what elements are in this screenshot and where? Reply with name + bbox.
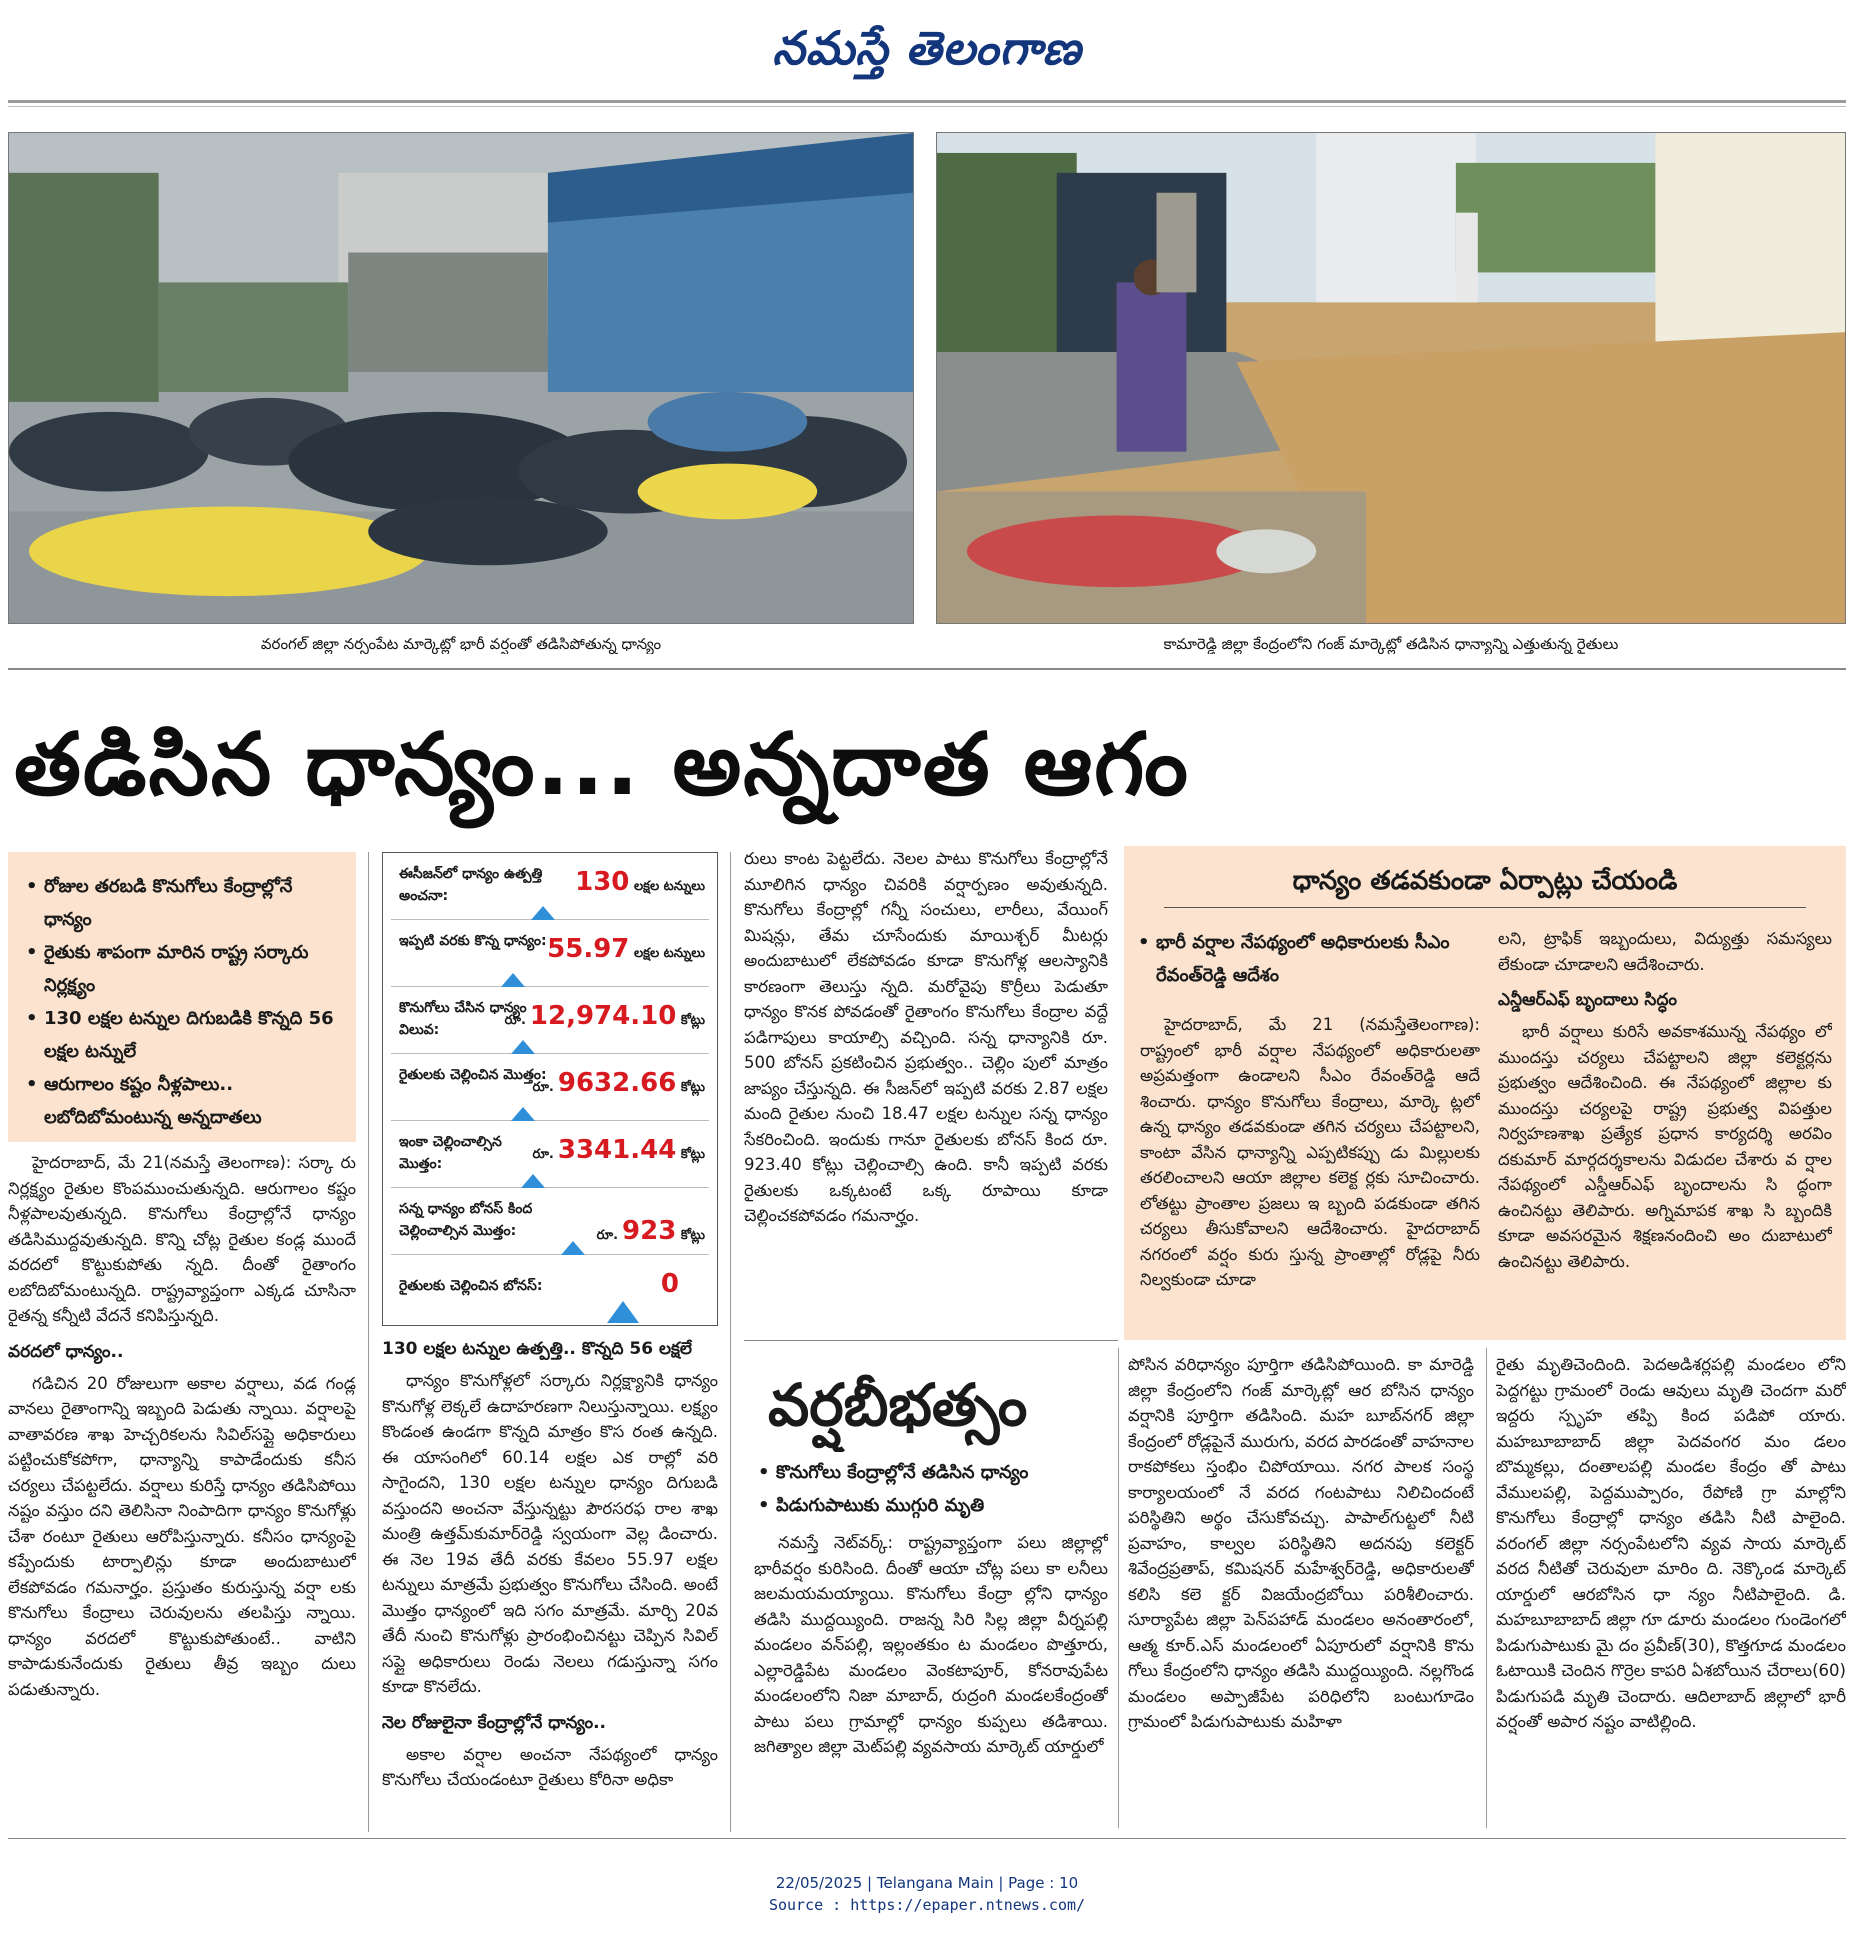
newspaper-logo: నమస్తే తెలంగాణ [772, 21, 1082, 75]
column-rule [1118, 1348, 1119, 1828]
rain-bullet: • కొనుగోలు కేంద్రాల్లోనే తడిసిన ధాన్యం [754, 1456, 1108, 1489]
stat-label: ఈసీజన్‌లో ధాన్యం ఉత్పత్తి అంచనా: [399, 866, 543, 904]
photo-warangal-market [8, 132, 914, 624]
rain-story-column-1 [754, 1530, 1108, 1824]
photo-caption: కామారెడ్డి జిల్లా కేంద్రంలోని గంజ్ మార్కెట్లో తడిసిన ధాన్యాన్ని ఎత్తుతున్న రైతులు [1163, 635, 1619, 653]
triangle-icon [511, 1107, 535, 1121]
statistics-box [382, 852, 718, 1326]
highlight-item: • ఆరుగాలం కష్టం నీళ్లపాలు.. లబోదిబోమంటున్న అన్నదాతలు [22, 1068, 344, 1134]
rain-story-column-2 [1128, 1352, 1474, 1826]
rain-story-column-3 [1496, 1352, 1846, 1826]
article-paragraph: ధాన్యం కొనుగోళ్లలో సర్కారు నిర్లక్ష్యానికి ధాన్యం కొనుగోళ్ల లెక్కలే ఉదాహరణగా నిలుస్తున్నాయి. లక్ష్యం కొండంత ఉండగా కొన్నది మాత్రం కొస రంత ఉన్నది. ఈ యాసంగిలో 60.14 లక్షల ఎక రాల్లో వరి సాగైందని, 130 లక్షల టన్నుల ధాన్యం దిగుబడి వస్తుందని అంచనా వేస్తున్నట్టు పౌరసరఫ రాల శాఖ మంత్రి ఉత్తమ్‌కుమార్‌రెడ్డి స్వయంగా వెల్ల డించారు. ఈ నెల 19వ తేదీ వరకు కేవలం 55.97 లక్షల టన్నులు మాత్రమే ప్రభుత్వం కొనుగోలు చేసింది. అంటే మొత్తం ధాన్యంలో ఇది సగం మాత్రమే. మార్చి 20వ తేదీ నుంచి కొనుగోళ్లు ప్రారంభించినట్టు చెప్పిన సివిల్ సప్లై అధికారులు రెండు నెలలు గడుస్తున్నా సగం కూడా కొనలేదు. [382, 1371, 718, 1696]
stat-value: 130 లక్షల టన్నులు [575, 867, 705, 897]
stat-value: రూ. 3341.44 కోట్లు [532, 1135, 705, 1165]
stat-value: 55.97 లక్షల టన్నులు [547, 934, 705, 964]
panel-paragraph: లని, ట్రాఫిక్ ఇబ్బందులు, విద్యుత్తు సమస్యలు లేకుండా చూడాలని ఆదేశించారు. [1498, 929, 1832, 974]
article-paragraph: గడిచిన 20 రోజులుగా అకాల వర్షాలు, వడ గండ్ల వానలు రైతాంగాన్ని ఇబ్బంది పెడుతు న్నాయి. వర్షాలపై వాతావరణ శాఖ హెచ్చరికలను సివిల్‌సప్లై అధికారులు పట్టించుకోకపోగా, ధాన్యాన్ని కాపాడేందుకు కనీస చర్యలు చేపట్టలేదు. వర్షాలు కురిస్తే ధాన్యం తడిసిపోయి నష్టం వస్తుం దని తెలిసినా నింపాదిగా ధాన్యం కొనుగోళ్లు చేశా రంటూ రైతులు ఆరోపిస్తున్నారు. కనీసం ధాన్యంపై కప్పేందుకు టార్పాలిన్లు కూడా అందుబాటులో లేకపోవడం గమనార్హం. ప్రస్తుతం కురుస్తున్న వర్షా లకు కొనుగోలు కేంద్రాలు చెరువులను తలపిస్తు న్నాయి. ధాన్యం వరదలో కొట్టుకుపోతుంటే.. వాటిని కాపాడుకునేందుకు రైతులు తీవ్ర ఇబ్బం దులు పడుతున్నారు. [8, 1373, 356, 1699]
column-rule [730, 852, 731, 1832]
article-column-2 [382, 1334, 718, 1824]
photo-caption: వరంగల్ జిల్లా నర్సంపేట మార్కెట్లో భారీ వర్షంతో తడిసిపోతున్న ధాన్యం [260, 635, 662, 653]
stat-row [391, 920, 709, 987]
article-paragraph: హైదరాబాద్, మే 21(నమస్తే తెలంగాణ): సర్కా రు నిర్లక్ష్యం రైతుల కొంపముంచుతున్నది. ఆరుగాలం కష్టం నీళ్లపాలవుతున్నది. కొనుగోలు కేంద్రాల్లోనే ధాన్యం తడిసిముద్దవుతున్నది. కొన్ని చోట్ల రైతుల కండ్ల ముందే వరదలో కొట్టుకుపోతు న్నది. దీంతో రైతాంగం లబోదిబోమంటున్నది. రాష్ట్రవ్యాప్తంగా ఎక్కడ చూసినా రైతన్న కన్నీటి వేదనే కనిపిస్తున్నది. [8, 1153, 356, 1325]
article-subhead: నెల రోజులైనా కేంద్రాల్లోనే ధాన్యం.. [382, 1712, 607, 1733]
highlight-item: • 130 లక్షల టన్నుల దిగుబడికి కొన్నది 56 లక్షల టన్నులే [22, 1002, 344, 1068]
triangle-icon [607, 1301, 639, 1323]
article-column-3 [744, 846, 1108, 1326]
highlights-box [8, 852, 356, 1142]
stat-label: ఇప్పటి వరకు కొన్న ధాన్యం: [399, 933, 547, 949]
stat-label: రైతులకు చెల్లించిన మొత్తం: [399, 1067, 547, 1083]
article-paragraph: రులు కాంట పెట్టలేదు. నెలల పాటు కొనుగోలు కేంద్రాల్లోనే మూలిగిన ధాన్యం చివరికి వర్షార్పణం అవుతున్నది. కొనుగోలు కేంద్రాల్లో గన్నీ సంచులు, లారీలు, వేయింగ్ మిషన్లు, తేమ చూసేందుకు మాయిశ్చర్ మీటర్లు అందుబాటులో లేకపోవడం కూడా కొనుగోళ్ల ఆలస్యానికి కారణంగా తెలుస్తు న్నది. మరోవైపు కొర్రీలు పెడుతూ ధాన్యం కొనక పోవడంతో రైతాంగం కొనుగోలు కేంద్రాల వద్దే పడిగాపులు కాయాల్సి వచ్చింది. సన్న ధాన్యానికి రూ. 500 బోనస్ ప్రకటించిన ప్రభుత్వం.. చెల్లిం పులో మాత్రం జాప్యం చేస్తున్నది. ఈ సీజన్‌లో ఇప్పటి వరకు 2.87 లక్షల మంది రైతుల నుంచి 18.47 లక్షల టన్నుల సన్న ధాన్యం సేకరించింది. ఇందుకు గానూ రైతులకు బోనస్ కింద రూ. 923.40 కోట్లు చెల్లించాల్సి ఉంది. కానీ ఇప్పటి వరకు రైతులకు ఒక్కటంటే ఒక్క రూపాయి కూడా చెల్లించకపోవడం గమనార్హం. [744, 849, 1108, 1225]
panel-column-1 [1140, 1012, 1480, 1332]
rain-bullet: • పిడుగుపాటుకు ముగ్గురి మృతి [754, 1489, 1108, 1522]
panel-paragraph: భారీ వర్షాలు కురిసే అవకాశమున్న నేపథ్యం లో ముందస్తు చర్యలు చేపట్టాలని జిల్లా కలెక్టర్లను ప్రభుత్వం ఆదేశించింది. ఈ నేపథ్యంలో జిల్లాల కు ముందస్తు చర్యలపై రాష్ట్ర ప్రభుత్వ విపత్తుల నిర్వహణశాఖ ప్రత్యేక ప్రధాన కార్యదర్శి అరవిం దకుమార్ మార్గదర్శకాలను విడుదల చేశారు వ ర్షాల నేపథ్యంలో ఎస్డీఆర్‌ఎఫ్ బృందాలను సి ద్ధంగా ఉంచినట్టు తెలిపారు. అగ్నిమాపక శాఖ సి బ్బందికి కూడా అవసరమైన శిక్షణనందించి అం దుబాటులో ఉంచినట్టు తెలిపారు. [1498, 1022, 1832, 1271]
stat-row [391, 1188, 709, 1255]
main-headline: తడిసిన ధాన్యం... అన్నదాత ఆగం [14, 715, 1190, 815]
triangle-icon [521, 1174, 545, 1188]
triangle-icon [561, 1241, 585, 1255]
masthead-rule-thin [8, 106, 1846, 107]
footer-source-link[interactable]: Source : https://epaper.ntnews.com/ [768, 1896, 1086, 1914]
highlight-item: • రైతుకు శాపంగా మారిన రాష్ట్ర సర్కారు నిర్లక్ష్యం [22, 936, 344, 1002]
photo-kamareddy-market [936, 132, 1846, 624]
triangle-icon [531, 906, 555, 920]
stat-label: రైతులకు చెల్లించిన బోనస్: [399, 1278, 543, 1294]
panel-title: ధాన్యం తడవకుండా ఏర్పాట్లు చేయండి [1144, 860, 1826, 902]
stat-label: ఇంకా చెల్లించాల్సిన మొత్తం: [399, 1134, 502, 1172]
article-subhead: 130 లక్షల టన్నుల ఉత్పత్తి.. కొన్నది 56 లక్షలే [382, 1339, 692, 1359]
rain-story-bullets [754, 1456, 1108, 1522]
section-rule [744, 1340, 1118, 1341]
triangle-icon [501, 973, 525, 987]
article-column-1 [8, 1150, 356, 1820]
stat-value: రూ. 923 కోట్లు [596, 1216, 705, 1246]
panel-bullets [1134, 926, 1480, 992]
stat-value: 0 [660, 1269, 679, 1299]
stat-row [391, 1121, 709, 1188]
stat-value: రూ. 12,974.10 కోట్లు [504, 1001, 705, 1031]
panel-paragraph: హైదరాబాద్, మే 21 (నమస్తేతెలంగాణ): రాష్ట్రంలో భారీ వర్షాల నేపథ్యంలో అధికారులతా అప్రమత్తంగా ఉండాలని సీఎం రేవంత్‌రెడ్డి ఆదే శించారు. ధాన్యం కొనుగోలు కేంద్రాలు, మార్కె ట్లలో ఉన్న ధాన్యం తడవకుండా తగిన చర్యలు చేపట్టాలని, కాంటా వేసిన ధాన్యాన్ని ఎప్పటికప్పు డు మిల్లులకు తరలించాలని ఆయా జిల్లాల కలెక్ట ర్లకు సూచించారు. లోతట్టు ప్రాంతాల ప్రజలు ఇ బ్బంది పడకుండా తగిన చర్యలు తీసుకోవాలని ఆదేశించారు. హైదరాబాద్ నగరంలో వర్షం కురు స్తున్న ప్రాంతాల్లో రోడ్లపై నీరు నిల్వకుండా చూడా [1140, 1015, 1480, 1289]
footer-edition: 22/05/2025 | Telangana Main | Page : 10 [775, 1874, 1079, 1892]
panel-bullet: • భారీ వర్షాల నేపథ్యంలో అధికారులకు సీఎం రేవంత్‌రెడ్డి ఆదేశం [1134, 926, 1480, 992]
stat-label: సన్న ధాన్యం బోనస్ కింద చెల్లించాల్సిన మొత్తం: [399, 1201, 533, 1239]
column-rule [1486, 1348, 1487, 1828]
stat-row [391, 1255, 709, 1322]
rain-paragraph: పోసిన వరిధాన్యం పూర్తిగా తడిసిపోయింది. కా మారెడ్డి జిల్లా కేంద్రంలోని గంజ్ మార్కెట్లో ఆర బోసిన ధాన్యం వర్షానికి పూర్తిగా తడిసింది. మహ బూబ్‌నగర్ జిల్లా కేంద్రంలో రోడ్లపైనే మురుగు, వరద పారడంతో వాహనాల రాకపోకలు స్తంభిం చిపోయాయి. నగర పాలక సంస్థ కార్యాలయంలో నే వరద గంటపాటు నిలిచిందంటే పరిస్థితిని అర్థం చేసుకోవచ్చు. పాపాల్‌గుట్టలో నీటి ప్రవాహం, కాల్వల పరిస్థితిని అదనపు కలెక్టర్ శివేంద్రప్రతాప్, కమిషనర్ మహేశ్వర్‌రెడ్డి, అధికారులతో కలిసి కలె క్టర్ విజయేంద్రబోయి పరిశీలించారు. సూర్యాపేట జిల్లా పెన్‌పహాడ్ మండలం అనంతారంలో, ఆత్మ కూర్.ఎస్ మండలంలో ఏపూరులో వర్షానికి కొను గోలు కేంద్రంలోని ధాన్యం తడిసి ముద్దయ్యింది. నల్లగొండ మండలం అప్పాజీపేట పరిధిలోని బంటుగూడెం గ్రామంలో పిడుగుపాటుకు మహిళా [1128, 1355, 1474, 1731]
rain-paragraph: రైతు మృతిచెందింది. పెదఅడిశర్లపల్లి మండలం లోని పెద్దగట్టు గ్రామంలో రెండు ఆవులు మృతి చెందగా మరో ఇద్దరు స్పృహ తప్పి కింద పడిపో యారు. మహబూబాబాద్ జిల్లా పెదవంగర మం డలం బొమ్మకల్లు, దంతాలపల్లి మండల కేంద్రం తో పాటు వేములపల్లి, పెద్దముప్పారం, రేపోణి గ్రా మాల్లోని కొనుగోలు కేంద్రాల్లో ధాన్యం తడిసి నీటి పాలైంది. వరంగల్ జిల్లా నర్సంపేటలోని వ్యవ సాయ మార్కెట్ వరద నీటితో చెరువులా మారిం ది. నెక్కొండ మార్కెట్ యార్డులో ఆరబోసిన ధా న్యం నీటిపాలైంది. డి. మహబూబాబాద్ జిల్లా గూ డూరు మండలం గుండెంగలో పిడుగుపాటుకు మై దం ప్రవీణ్(30), కొత్తగూడ మండలం ఓటాయికి చెందిన గొర్రెల కాపరి ఏశబోయిన చేరాలు(60) పిడుగుపడి మృతి చెందారు. ఆదిలాబాద్ జిల్లాలో భారీ వర్షంతో అపార నష్టం వాటిల్లింది. [1496, 1355, 1846, 1731]
page-footer [0, 1872, 1854, 1916]
panel-column-2 [1498, 926, 1832, 1332]
rain-story-title: వర్షబీభత్సం [768, 1371, 1028, 1439]
triangle-icon [511, 1040, 535, 1054]
stat-value: రూ. 9632.66 కోట్లు [532, 1068, 705, 1098]
article-subhead: వరదలో ధాన్యం.. [8, 1341, 124, 1362]
cm-directive-panel [1124, 846, 1846, 1340]
rain-paragraph: నమస్తే నెట్‌వర్క్: రాష్ట్రవ్యాప్తంగా పలు జిల్లాల్లో భారీవర్షం కురిసింది. దీంతో ఆయా చోట్ల పలు కా లనీలు జలమయమయ్యాయి. కొనుగోలు కేంద్రా ల్లోని ధాన్యం తడిసి ముద్దయ్యింది. రాజన్న సిరి సిల్ల జిల్లా వీర్నపల్లి మండలం వన్‌పల్లి, ఇల్లంతకుం ట మండలం పొత్తూరు, ఎల్లారెడ్డిపేట మండలం వెంకటాపూర్, కోనరావుపేట మండలంలోని నిజా మాబాద్, రుద్రంగి మండలకేంద్రంతో పాటు పలు గ్రామాల్లో ధాన్యం కుప్పలు తడిశాయి. జగిత్యాల జిల్లా మెట్‌పల్లి వ్యవసాయ మార్కెట్ యార్డులో [754, 1533, 1108, 1756]
highlight-item: • రోజుల తరబడి కొనుగోలు కేంద్రాల్లోనే ధాన్యం [22, 870, 344, 936]
stat-label: కొనుగోలు చేసిన ధాన్యం విలువ: [399, 1000, 527, 1038]
stat-row [391, 853, 709, 920]
article-paragraph: అకాల వర్షాల అంచనా నేపథ్యంలో ధాన్యం కొనుగోలు చేయండంటూ రైతులు కోరినా అధికా [382, 1744, 718, 1789]
stat-row [391, 987, 709, 1054]
bottom-rule [8, 1838, 1846, 1839]
section-rule [8, 668, 1846, 670]
masthead [0, 0, 1854, 110]
stat-row [391, 1054, 709, 1121]
column-rule [368, 852, 369, 1832]
masthead-rule [8, 100, 1846, 103]
panel-subhead: ఎన్డీఆర్‌ఎఫ్ బృందాలు సిద్ధం [1498, 990, 1677, 1010]
